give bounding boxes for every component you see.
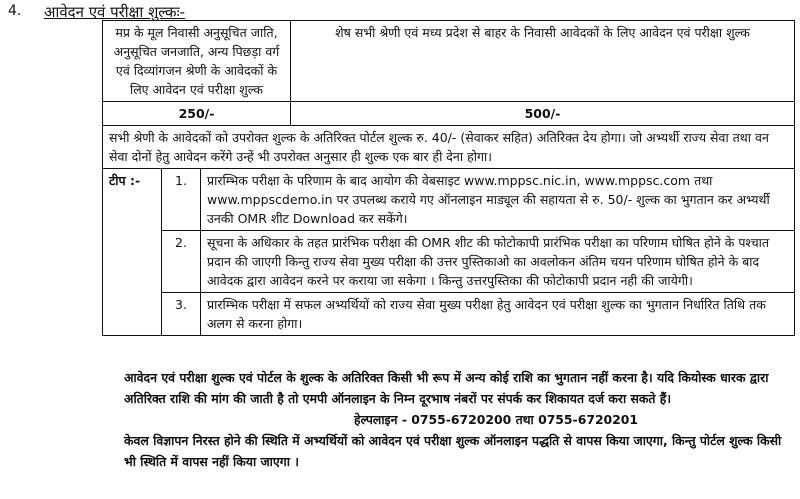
category-reserved-header: मप्र के मूल निवासी अनुसूचित जाति, अनुसूचित जनजाति, अन्य पिछड़ा वर्ग एवं दिव्यांगजन श्रेणी के आवेदकों के लिए आवेदन एवं परीक्षा शुल्क (103, 21, 291, 102)
section-number: 4. (8, 3, 22, 19)
tip-row (103, 169, 795, 231)
tip-text: प्रारम्भिक परीक्षा में सफल अभ्यर्थियों को राज्य सेवा मुख्य परीक्षा हेतु आवेदन एवं परीक्षा शुल्क का भुगतान निर्धारित तिथि तक अलग से करना होगा। (201, 293, 795, 336)
notes-block (124, 367, 794, 472)
refund-note: केवल विज्ञापन निरस्त होने की स्थिति में अभ्यर्थियों को आवेदन एवं परीक्षा शुल्क ऑनलाइन पद्धति से वापस किया जाएगा, किन्तु पोर्टल शुल्क किसी भी स्थिति में वापस नहीं किया जाएगा । (124, 433, 782, 469)
portal-fee-note: सभी श्रेणी के आवेदकों को उपरोक्त शुल्क के अतिरिक्त पोर्टल शुल्क रु. 40/- (सेवाकर सहित) अतिरिक्त देय होगा। जो अभ्यर्थी राज्य सेवा तथा वन सेवा दोनों हेतु आवेदन करेंगे उन्हें भी उपरोक्त अनुसार ही शुल्क एक बार ही देना होगा। (103, 126, 795, 169)
extra-charge-note: आवेदन एवं परीक्षा शुल्क एवं पोर्टल के शुल्क के अतिरिक्त किसी भी रूप में अन्य कोई राशि का भुगतान नहीं करना है। यदि कियोस्क धारक द्वारा अतिरिक्त राशि की मांग की जाती है तो एमपी ऑनलाइन के निम्न दूरभाष नंबरों पर संपर्क कर शिकायत दर्ज करा सकते हैं। (124, 370, 769, 406)
tip-number: 2. (162, 231, 201, 293)
tip-row (103, 231, 795, 293)
fee-amount-row (103, 102, 795, 126)
helpline-text: हेल्पलाइन - 0755-6720200 तथा 0755-6720201 (354, 412, 639, 427)
tip-row (103, 293, 795, 336)
general-fee-amount: 500/- (290, 102, 794, 126)
portal-fee-row (103, 126, 795, 169)
fee-table (102, 20, 795, 336)
tip-label: टीप :- (103, 169, 162, 336)
tip-number: 1. (162, 169, 201, 231)
tip-text: सूचना के अधिकार के तहत प्रारंभिक परीक्षा की OMR शीट की फोटोकापी प्रारंभिक परीक्षा का परिणाम घोषित होने के पश्चात प्रदान की जाएगी किन्तु राज्य सेवा मुख्य परीक्षा की उत्तर पुस्तिकाओ का अवलोकन अंतिम चयन परिणाम घोषित होने के बाद आवेदक द्वारा आवेदन करने पर कराया जा सकेगा । किन्तु उत्तरपुस्तिका की फोटोकापी प्रदान नही की जायेगी। (201, 231, 795, 293)
category-general-header: शेष सभी श्रेणी एवं मध्य प्रदेश से बाहर के निवासी आवेदकों के लिए आवेदन एवं परीक्षा शुल्क (290, 21, 794, 102)
section-title: आवेदन एवं परीक्षा शुल्कः- (44, 3, 186, 21)
tip-text: प्रारम्भिक परीक्षा के परिणाम के बाद आयोग की वेबसाइट www.mppsc.nic.in, www.mppsc.com तथा www.mppscdemo.in पर उपलब्ध कराये गए ऑनलाइन माड्यूल की सहायता से रु. 50/- शुल्क का भुगतान कर अभ्यर्थी उनकी OMR शीट Download कर सकेंगे। (201, 169, 795, 231)
reserved-fee-amount: 250/- (103, 102, 291, 126)
tip-number: 3. (162, 293, 201, 336)
fee-header-row (103, 21, 795, 102)
